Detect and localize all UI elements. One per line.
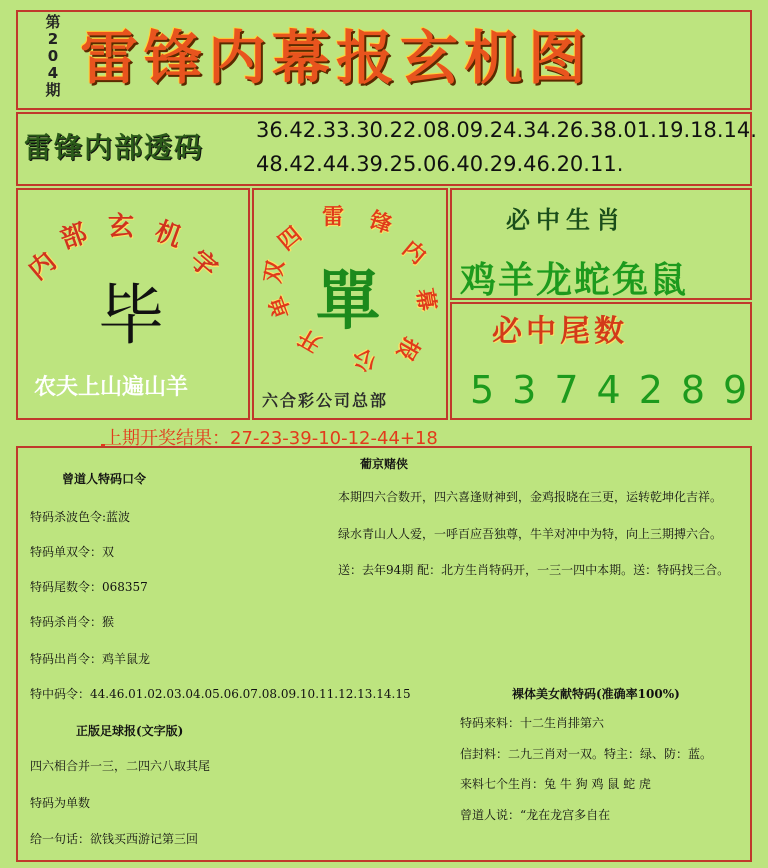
- circle-char: 单: [264, 292, 297, 322]
- issue-number: [40, 14, 66, 99]
- last-result: 上期开奖结果：27-23-39-10-12-44+18: [104, 428, 438, 449]
- left-line: 特码为单数: [30, 796, 91, 810]
- right-heading-1: 葡京赌侠: [360, 457, 409, 471]
- right-line: 信封料：二九三肖对一双。特主：绿、防：蓝。: [460, 747, 713, 761]
- left-line: 特码杀肖令：猴: [30, 615, 115, 629]
- circle-char: 雷: [322, 204, 345, 230]
- numbers-line-1: 36.42.33.30.22.08.09.24.34.26.38.01.19.18.14.: [256, 118, 757, 142]
- issue-char: 期: [45, 81, 61, 99]
- circle-char: 幕: [410, 286, 441, 313]
- circle-char: 报: [390, 332, 425, 365]
- left-line: 特码出肖令：鸡羊鼠龙: [30, 652, 151, 666]
- right-line: 特码来料：十二生肖排第六: [460, 716, 605, 730]
- circle-char: 内: [397, 235, 431, 270]
- numbers-line-2: 48.42.44.39.25.06.40.29.46.20.11.: [256, 152, 624, 176]
- page-title: 雷锋内幕报玄机图: [80, 24, 593, 92]
- tail-label: 必中尾数: [492, 314, 628, 349]
- circle-char: 公: [349, 344, 380, 377]
- right-line: 送：去年94期 配：北方生肖特码开，一三一四中本期。送：特码找三合。: [338, 563, 730, 577]
- circle-char: 锋: [365, 206, 396, 239]
- company-label: 六合彩公司总部: [262, 391, 389, 410]
- left-line: 特码单双令：双: [30, 545, 115, 559]
- left-line: 四六相合并一三，二四六八取其尾: [30, 759, 211, 773]
- left-line: 特中码令：44.46.01.02.03.04.05.06.07.08.09.10.11.12.13.14.15: [30, 687, 411, 701]
- numbers-label: 雷锋内部透码: [24, 131, 205, 164]
- arc-char: 机: [150, 216, 186, 254]
- arc-char: 玄: [108, 212, 135, 242]
- circle-char: 四: [273, 221, 307, 256]
- issue-char: 4: [47, 64, 59, 82]
- left-line: 特码尾数令：068357: [30, 580, 148, 594]
- zodiac-list: 鸡羊龙蛇兔鼠: [460, 259, 689, 301]
- issue-char: 第: [45, 13, 61, 31]
- left-line: 给一句话：欲钱买西游记第三回: [30, 832, 199, 846]
- issue-char: 2: [47, 30, 59, 48]
- right-heading-2: 裸体美女献特码(准确率100%): [512, 687, 680, 701]
- tail-digits: 5374289: [470, 368, 766, 412]
- issue-char: 0: [47, 47, 59, 65]
- right-line: 本期四六合数开，四六喜逢财神到，金鸡报晓在三更，运转乾坤化吉祥。: [338, 490, 723, 504]
- secret-char: 毕: [98, 277, 164, 354]
- arc-char: 内: [23, 246, 63, 287]
- zodiac-label: 必中生肖: [506, 205, 626, 234]
- circle-char: 开: [293, 323, 326, 357]
- right-line: 曾道人说：“龙在龙宫多自在: [460, 808, 611, 822]
- riddle-poem: 农夫上山遍山羊: [34, 374, 189, 400]
- left-line: 特码杀波色令:蓝波: [30, 510, 131, 524]
- right-line: 绿水青山人人爱，一呼百应吾独尊，牛羊对冲中为特，向上三期搏六合。: [338, 527, 723, 541]
- left-heading-1: 曾道人特码口令: [62, 472, 147, 486]
- left-heading-2: 正版足球报(文字版): [76, 724, 184, 738]
- odd-even-char: 單: [316, 264, 380, 339]
- circle-char: 双: [259, 258, 290, 285]
- arc-char: 字: [183, 244, 224, 285]
- right-line: 来料七个生肖：兔 牛 狗 鸡 鼠 蛇 虎: [460, 777, 651, 791]
- arc-char: 部: [56, 218, 92, 256]
